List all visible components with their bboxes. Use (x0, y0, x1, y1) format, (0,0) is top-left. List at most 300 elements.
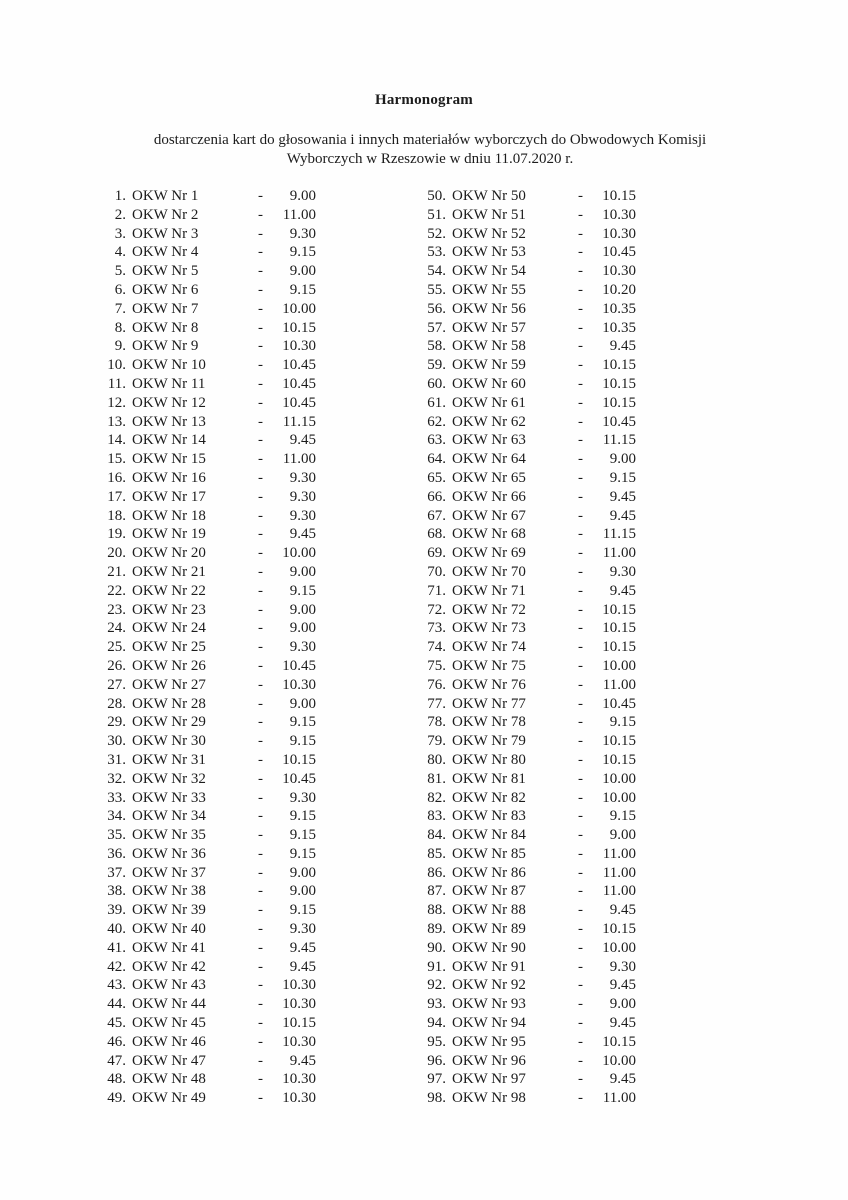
entry-time: 10.15 (602, 375, 636, 392)
entry-label: OKW Nr 89 (452, 921, 526, 938)
entry-number: 11. (107, 375, 126, 392)
entry-number: 91. (427, 958, 446, 975)
entry-time: 9.45 (289, 1052, 316, 1069)
entry-dash: - (578, 958, 583, 975)
entry-dash: - (578, 469, 583, 486)
entry-number: 41. (107, 939, 126, 956)
entry-number: 58. (427, 338, 446, 355)
entry-dash: - (578, 695, 583, 712)
entry-time: 10.30 (282, 676, 316, 693)
entry-number: 95. (427, 1033, 446, 1050)
entry-dash: - (258, 582, 263, 599)
entry-label: OKW Nr 95 (452, 1033, 526, 1050)
entry-dash: - (258, 338, 263, 355)
entry-label: OKW Nr 65 (452, 469, 526, 486)
entry-dash: - (578, 657, 583, 674)
entry-label: OKW Nr 69 (452, 545, 526, 562)
entry-time: 10.45 (602, 244, 636, 261)
entry-number: 61. (427, 394, 446, 411)
entry-number: 83. (427, 808, 446, 825)
entry-dash: - (578, 432, 583, 449)
entry-label: OKW Nr 60 (452, 375, 526, 392)
entry-label: OKW Nr 61 (452, 394, 526, 411)
entry-number: 17. (107, 488, 126, 505)
entry-time: 10.15 (282, 751, 316, 768)
entry-number: 56. (427, 300, 446, 317)
entry-label: OKW Nr 67 (452, 507, 526, 524)
entry-number: 52. (427, 225, 446, 242)
entry-dash: - (258, 639, 263, 656)
entry-label: OKW Nr 13 (132, 413, 206, 430)
entry-dash: - (258, 225, 263, 242)
entry-number: 75. (427, 657, 446, 674)
entry-dash: - (578, 770, 583, 787)
entry-label: OKW Nr 39 (132, 902, 206, 919)
entry-label: OKW Nr 8 (132, 319, 199, 336)
entry-dash: - (258, 657, 263, 674)
entry-number: 45. (107, 1015, 126, 1032)
entry-time: 9.45 (609, 582, 636, 599)
entry-time: 9.30 (289, 225, 316, 242)
entry-number: 69. (427, 545, 446, 562)
entry-dash: - (258, 1090, 263, 1107)
entry-time: 10.45 (282, 357, 316, 374)
entry-number: 13. (107, 413, 126, 430)
entry-dash: - (258, 281, 263, 298)
entry-time: 10.15 (602, 639, 636, 656)
entry-number: 43. (107, 977, 126, 994)
entry-label: OKW Nr 70 (452, 563, 526, 580)
entry-dash: - (258, 789, 263, 806)
entry-time: 10.15 (602, 733, 636, 750)
entry-time: 10.00 (282, 300, 316, 317)
entry-number: 92. (427, 977, 446, 994)
entry-time: 9.30 (609, 958, 636, 975)
entry-time: 9.45 (609, 507, 636, 524)
entry-time: 10.00 (282, 545, 316, 562)
entry-number: 87. (427, 883, 446, 900)
entry-time: 10.30 (282, 1090, 316, 1107)
entry-number: 94. (427, 1015, 446, 1032)
entry-label: OKW Nr 46 (132, 1033, 206, 1050)
entry-number: 18. (107, 507, 126, 524)
entry-label: OKW Nr 27 (132, 676, 206, 693)
entry-dash: - (578, 413, 583, 430)
entry-number: 37. (107, 864, 126, 881)
entry-time: 10.30 (282, 338, 316, 355)
entry-time: 11.00 (602, 883, 636, 900)
entry-label: OKW Nr 73 (452, 620, 526, 637)
entry-dash: - (578, 1071, 583, 1088)
entry-number: 59. (427, 357, 446, 374)
entry-label: OKW Nr 49 (132, 1090, 206, 1107)
entry-time: 10.15 (602, 357, 636, 374)
entry-number: 81. (427, 770, 446, 787)
entry-dash: - (258, 394, 263, 411)
entry-dash: - (578, 451, 583, 468)
entry-label: OKW Nr 45 (132, 1015, 206, 1032)
entry-dash: - (578, 244, 583, 261)
entry-number: 88. (427, 902, 446, 919)
entry-label: OKW Nr 52 (452, 225, 526, 242)
entry-dash: - (258, 695, 263, 712)
entry-label: OKW Nr 33 (132, 789, 206, 806)
entry-time: 9.00 (289, 263, 316, 280)
entry-dash: - (578, 845, 583, 862)
entry-number: 3. (114, 225, 126, 242)
entry-number: 9. (114, 338, 126, 355)
entry-time: 10.30 (282, 977, 316, 994)
entry-time: 10.15 (602, 751, 636, 768)
entry-label: OKW Nr 15 (132, 451, 206, 468)
entry-label: OKW Nr 17 (132, 488, 206, 505)
entry-time: 11.00 (602, 676, 636, 693)
entry-time: 9.00 (289, 695, 316, 712)
entry-time: 10.45 (602, 695, 636, 712)
entry-dash: - (258, 733, 263, 750)
entry-number: 12. (107, 394, 126, 411)
entry-dash: - (258, 263, 263, 280)
entry-label: OKW Nr 38 (132, 883, 206, 900)
entry-dash: - (258, 1015, 263, 1032)
entry-time: 11.15 (602, 526, 636, 543)
entry-number: 32. (107, 770, 126, 787)
entry-number: 4. (114, 244, 126, 261)
entry-number: 68. (427, 526, 446, 543)
entry-time: 9.30 (289, 639, 316, 656)
entry-number: 6. (114, 281, 126, 298)
entry-time: 10.45 (282, 657, 316, 674)
entry-label: OKW Nr 28 (132, 695, 206, 712)
entry-number: 2. (114, 206, 126, 223)
entry-dash: - (578, 639, 583, 656)
entry-time: 10.45 (602, 413, 636, 430)
entry-time: 9.00 (289, 188, 316, 204)
entry-dash: - (258, 883, 263, 900)
entry-number: 66. (427, 488, 446, 505)
entry-dash: - (258, 563, 263, 580)
entry-dash: - (578, 188, 583, 204)
entry-dash: - (578, 1052, 583, 1069)
entry-number: 35. (107, 827, 126, 844)
entry-dash: - (578, 563, 583, 580)
entry-time: 9.15 (289, 244, 316, 261)
entry-dash: - (258, 507, 263, 524)
entry-time: 11.00 (282, 206, 316, 223)
entry-number: 8. (114, 319, 126, 336)
entry-label: OKW Nr 31 (132, 751, 206, 768)
entry-number: 74. (427, 639, 446, 656)
entry-label: OKW Nr 4 (132, 244, 199, 261)
entry-dash: - (258, 1033, 263, 1050)
entry-time: 9.00 (289, 563, 316, 580)
entry-number: 50. (427, 188, 446, 204)
entry-time: 9.45 (609, 338, 636, 355)
entry-label: OKW Nr 29 (132, 714, 206, 731)
entry-label: OKW Nr 88 (452, 902, 526, 919)
entry-time: 10.15 (602, 394, 636, 411)
entry-number: 5. (114, 263, 126, 280)
entry-number: 89. (427, 921, 446, 938)
entry-time: 9.00 (289, 620, 316, 637)
entry-dash: - (258, 939, 263, 956)
entry-time: 11.15 (282, 413, 316, 430)
entry-dash: - (258, 808, 263, 825)
entry-time: 10.35 (602, 319, 636, 336)
entry-time: 9.45 (609, 488, 636, 505)
entry-time: 9.30 (289, 789, 316, 806)
entry-label: OKW Nr 14 (132, 432, 206, 449)
entry-dash: - (258, 770, 263, 787)
entry-dash: - (578, 676, 583, 693)
entry-number: 60. (427, 375, 446, 392)
entry-time: 10.00 (602, 939, 636, 956)
entry-label: OKW Nr 26 (132, 657, 206, 674)
entry-label: OKW Nr 79 (452, 733, 526, 750)
entry-label: OKW Nr 91 (452, 958, 526, 975)
entry-label: OKW Nr 19 (132, 526, 206, 543)
entry-time: 9.15 (289, 827, 316, 844)
entry-label: OKW Nr 2 (132, 206, 199, 223)
entry-time: 11.00 (282, 451, 316, 468)
entry-dash: - (578, 1033, 583, 1050)
entry-label: OKW Nr 18 (132, 507, 206, 524)
entry-time: 10.30 (602, 225, 636, 242)
entry-dash: - (258, 206, 263, 223)
entry-time: 9.00 (289, 601, 316, 618)
entry-time: 9.30 (609, 563, 636, 580)
entry-dash: - (258, 921, 263, 938)
entry-number: 70. (427, 563, 446, 580)
entry-time: 9.15 (609, 714, 636, 731)
document-subtitle (110, 131, 750, 169)
subtitle-line-1: dostarczenia kart do głosowania i innych materiałów wyborczych do Obwodowych Komisji (153, 132, 707, 148)
entry-label: OKW Nr 36 (132, 845, 206, 862)
entry-time: 10.30 (282, 1071, 316, 1088)
entry-dash: - (578, 827, 583, 844)
entry-time: 9.45 (289, 939, 316, 956)
entry-label: OKW Nr 24 (132, 620, 206, 637)
entry-time: 10.15 (602, 921, 636, 938)
entry-label: OKW Nr 9 (132, 338, 199, 355)
entry-time: 9.30 (289, 469, 316, 486)
entry-time: 9.15 (289, 281, 316, 298)
entry-label: OKW Nr 50 (452, 188, 526, 204)
entry-number: 39. (107, 902, 126, 919)
entry-number: 82. (427, 789, 446, 806)
entry-time: 10.45 (282, 394, 316, 411)
entry-number: 42. (107, 958, 126, 975)
entry-dash: - (258, 319, 263, 336)
entry-label: OKW Nr 81 (452, 770, 526, 787)
entry-label: OKW Nr 7 (132, 300, 199, 317)
entry-number: 24. (107, 620, 126, 637)
entry-number: 25. (107, 639, 126, 656)
entry-time: 9.15 (609, 469, 636, 486)
entry-number: 53. (427, 244, 446, 261)
entry-dash: - (578, 714, 583, 731)
entry-number: 76. (427, 676, 446, 693)
entry-number: 97. (427, 1071, 446, 1088)
entry-label: OKW Nr 40 (132, 921, 206, 938)
entry-dash: - (258, 357, 263, 374)
entry-label: OKW Nr 53 (452, 244, 526, 261)
entry-dash: - (258, 300, 263, 317)
entry-number: 15. (107, 451, 126, 468)
entry-time: 9.00 (609, 451, 636, 468)
entry-label: OKW Nr 47 (132, 1052, 206, 1069)
entry-number: 90. (427, 939, 446, 956)
entry-dash: - (258, 751, 263, 768)
entry-dash: - (578, 357, 583, 374)
entry-dash: - (578, 733, 583, 750)
entry-time: 9.30 (289, 507, 316, 524)
entry-number: 20. (107, 545, 126, 562)
entry-dash: - (258, 188, 263, 204)
entry-number: 27. (107, 676, 126, 693)
entry-dash: - (258, 375, 263, 392)
entry-time: 9.30 (289, 921, 316, 938)
entry-dash: - (578, 526, 583, 543)
entry-number: 48. (107, 1071, 126, 1088)
entry-time: 10.30 (282, 1033, 316, 1050)
entry-time: 9.45 (289, 958, 316, 975)
entry-number: 62. (427, 413, 446, 430)
entry-label: OKW Nr 54 (452, 263, 526, 280)
entry-label: OKW Nr 77 (452, 695, 526, 712)
entry-time: 9.15 (289, 714, 316, 731)
entry-time: 9.00 (609, 827, 636, 844)
entry-dash: - (578, 545, 583, 562)
entry-number: 49. (107, 1090, 126, 1107)
entry-time: 10.15 (282, 1015, 316, 1032)
entry-label: OKW Nr 83 (452, 808, 526, 825)
entry-number: 67. (427, 507, 446, 524)
entry-label: OKW Nr 90 (452, 939, 526, 956)
entry-time: 10.45 (282, 770, 316, 787)
entry-number: 72. (427, 601, 446, 618)
entry-time: 9.00 (609, 996, 636, 1013)
entry-label: OKW Nr 63 (452, 432, 526, 449)
entry-number: 65. (427, 469, 446, 486)
entry-label: OKW Nr 98 (452, 1090, 526, 1107)
entry-label: OKW Nr 80 (452, 751, 526, 768)
entry-dash: - (258, 413, 263, 430)
entry-time: 9.15 (289, 902, 316, 919)
entry-time: 10.15 (602, 188, 636, 204)
entry-label: OKW Nr 21 (132, 563, 206, 580)
entry-label: OKW Nr 10 (132, 357, 206, 374)
entry-dash: - (258, 845, 263, 862)
entry-time: 10.00 (602, 770, 636, 787)
entry-number: 86. (427, 864, 446, 881)
entry-label: OKW Nr 97 (452, 1071, 526, 1088)
entry-label: OKW Nr 68 (452, 526, 526, 543)
entry-label: OKW Nr 25 (132, 639, 206, 656)
entry-dash: - (578, 225, 583, 242)
entry-dash: - (258, 601, 263, 618)
entry-dash: - (258, 827, 263, 844)
entry-label: OKW Nr 51 (452, 206, 526, 223)
entry-label: OKW Nr 6 (132, 281, 199, 298)
entry-label: OKW Nr 34 (132, 808, 206, 825)
entry-label: OKW Nr 48 (132, 1071, 206, 1088)
entry-dash: - (578, 488, 583, 505)
entry-label: OKW Nr 94 (452, 1015, 526, 1032)
entry-dash: - (578, 921, 583, 938)
entry-label: OKW Nr 20 (132, 545, 206, 562)
entry-label: OKW Nr 3 (132, 225, 199, 242)
entry-time: 11.00 (602, 1090, 636, 1107)
entry-number: 23. (107, 601, 126, 618)
entry-dash: - (578, 902, 583, 919)
entry-number: 40. (107, 921, 126, 938)
entry-time: 10.00 (602, 1052, 636, 1069)
entry-number: 36. (107, 845, 126, 862)
entry-dash: - (578, 864, 583, 881)
entry-label: OKW Nr 64 (452, 451, 526, 468)
entry-label: OKW Nr 76 (452, 676, 526, 693)
entry-time: 10.30 (602, 206, 636, 223)
entry-dash: - (578, 394, 583, 411)
entry-dash: - (578, 789, 583, 806)
entry-label: OKW Nr 44 (132, 996, 206, 1013)
entry-dash: - (578, 1015, 583, 1032)
entry-number: 46. (107, 1033, 126, 1050)
entry-time: 9.45 (609, 902, 636, 919)
entry-time: 9.00 (289, 883, 316, 900)
entry-label: OKW Nr 16 (132, 469, 206, 486)
entry-label: OKW Nr 43 (132, 977, 206, 994)
entry-label: OKW Nr 84 (452, 827, 526, 844)
entry-label: OKW Nr 87 (452, 883, 526, 900)
entry-dash: - (258, 864, 263, 881)
entry-label: OKW Nr 56 (452, 300, 526, 317)
entry-time: 10.15 (602, 1033, 636, 1050)
entry-dash: - (578, 300, 583, 317)
entry-label: OKW Nr 30 (132, 733, 206, 750)
entry-number: 22. (107, 582, 126, 599)
entry-number: 63. (427, 432, 446, 449)
entry-time: 9.45 (609, 977, 636, 994)
entry-label: OKW Nr 71 (452, 582, 526, 599)
entry-number: 34. (107, 808, 126, 825)
entry-dash: - (578, 620, 583, 637)
entry-dash: - (258, 488, 263, 505)
entry-label: OKW Nr 86 (452, 864, 526, 881)
entry-dash: - (258, 1052, 263, 1069)
entry-dash: - (258, 469, 263, 486)
entry-number: 38. (107, 883, 126, 900)
entry-number: 80. (427, 751, 446, 768)
entry-label: OKW Nr 55 (452, 281, 526, 298)
entry-dash: - (258, 676, 263, 693)
entry-dash: - (578, 582, 583, 599)
entry-number: 14. (107, 432, 126, 449)
entry-number: 96. (427, 1052, 446, 1069)
entry-dash: - (258, 958, 263, 975)
entry-dash: - (578, 507, 583, 524)
entry-number: 55. (427, 281, 446, 298)
entry-dash: - (258, 977, 263, 994)
entry-number: 98. (427, 1090, 446, 1107)
entry-label: OKW Nr 92 (452, 977, 526, 994)
entry-label: OKW Nr 82 (452, 789, 526, 806)
entry-dash: - (258, 244, 263, 261)
entry-label: OKW Nr 72 (452, 601, 526, 618)
entry-time: 9.45 (289, 526, 316, 543)
entry-label: OKW Nr 57 (452, 319, 526, 336)
